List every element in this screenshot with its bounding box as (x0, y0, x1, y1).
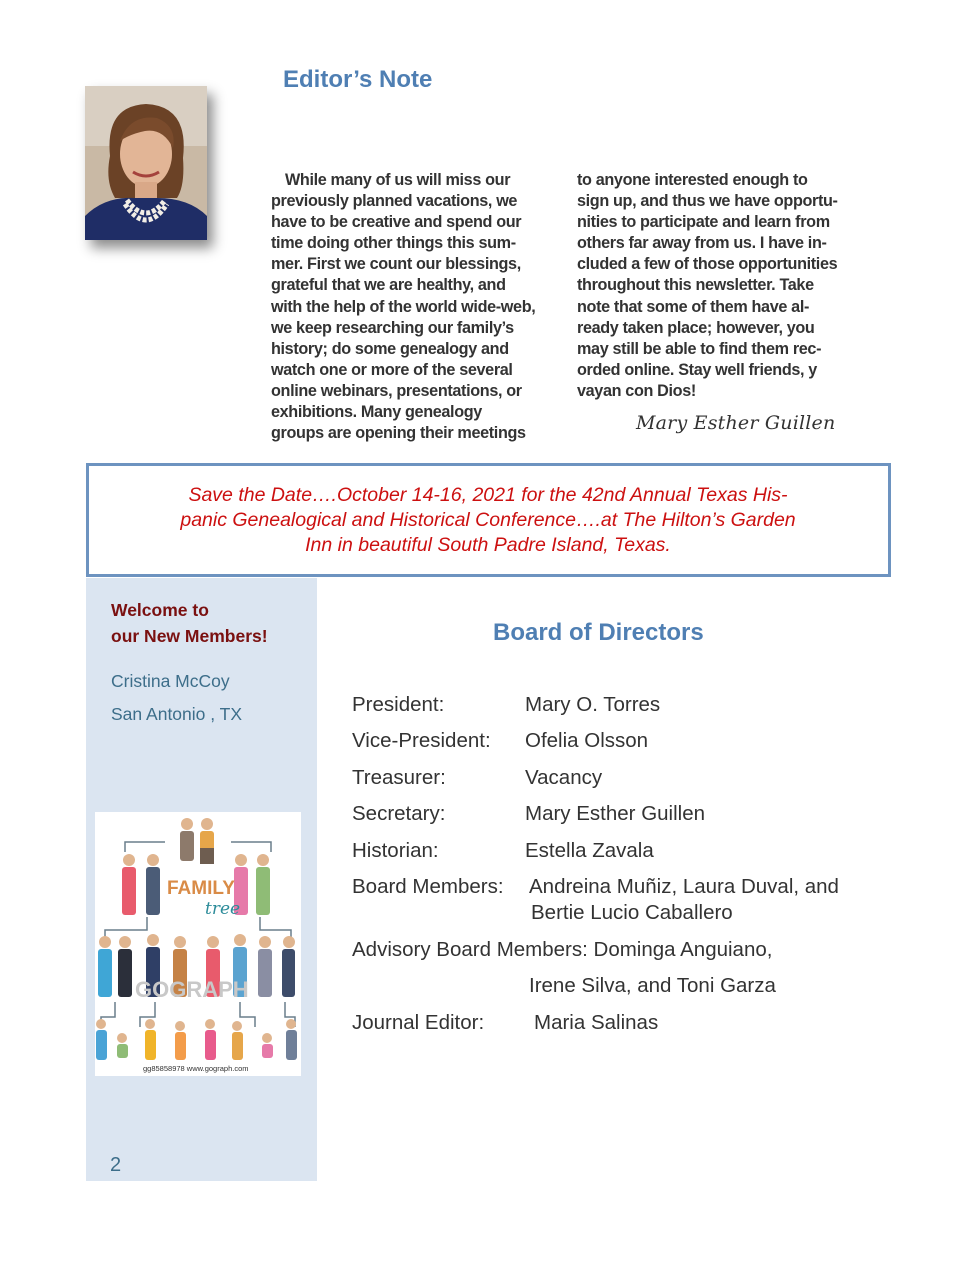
advisory-board-line-1: Advisory Board Members: Dominga Anguiano, (352, 938, 773, 961)
board-role-label: Vice-President: (352, 729, 491, 752)
text-line: cluded a few of those opportunities (577, 255, 838, 274)
board-members-continued: Bertie Lucio Caballero (531, 901, 733, 924)
text-line: online webinars, presentations, or (271, 381, 522, 400)
tree-watermark: GOGRAPH (135, 977, 249, 1002)
text-line: nities to participate and learn from (577, 213, 830, 232)
editor-note-title: Editor’s Note (283, 66, 433, 93)
text-line: grateful that we are healthy, and (271, 276, 506, 295)
board-member-name: Andreina Muñiz, Laura Duval, and (529, 875, 839, 898)
text-line: have to be creative and spend our (271, 213, 522, 232)
text-line: sign up, and thus we have opportu- (577, 192, 838, 211)
board-member-name: Ofelia Olsson (525, 729, 649, 752)
text-line: with the help of the world wide-web, (271, 297, 536, 316)
text-line: we keep researching our family’s (271, 318, 514, 337)
portrait-illustration (85, 86, 207, 240)
new-member-city: San Antonio , TX (111, 704, 243, 724)
board-member-name: Vacancy (525, 766, 603, 789)
editor-note-column-1 (271, 170, 561, 444)
text-line: groups are opening their meetings (271, 424, 526, 443)
board-role-label: President: (352, 693, 445, 716)
family-tree-illustration (95, 812, 301, 1076)
text-line: throughout this newsletter. Take (577, 276, 814, 295)
tree-title-family: FAMILY (167, 878, 235, 899)
tree-image-credit: gg85858978 www.gograph.com (143, 1064, 249, 1073)
advisory-board-line-2: Irene Silva, and Toni Garza (529, 974, 776, 997)
board-role-label: Historian: (352, 839, 439, 862)
text-line: previously planned vacations, we (271, 192, 518, 211)
new-member-name: Cristina McCoy (111, 671, 230, 691)
board-member-name: Mary O. Torres (525, 693, 661, 716)
editor-note-column-2 (577, 170, 867, 402)
editor-signature: Mary Esther Guillen (636, 412, 836, 434)
text-line: history; do some genealogy and (271, 339, 509, 358)
board-of-directors-title: Board of Directors (493, 619, 704, 646)
text-line: others far away from us. I have in- (577, 234, 827, 253)
board-role-label: Board Members: (352, 875, 504, 898)
text-line: vayan con Dios! (577, 381, 696, 400)
board-member-name: Maria Salinas (534, 1011, 659, 1034)
board-role-label: Treasurer: (352, 766, 446, 789)
welcome-line: our New Members! (111, 626, 268, 646)
board-member-name: Mary Esther Guillen (525, 802, 706, 825)
text-line: exhibitions. Many genealogy (271, 403, 482, 422)
text-line: time doing other things this sum- (271, 234, 516, 253)
text-line: to anyone interested enough to (577, 171, 808, 189)
page-number: 2 (110, 1154, 122, 1176)
text-line: watch one or more of the several (271, 360, 513, 379)
text-line: While many of us will miss our (285, 171, 511, 189)
text-line: ready taken place; however, you (577, 318, 815, 337)
text-line: orded online. Stay well friends, y (577, 360, 817, 379)
board-role-label: Secretary: (352, 802, 446, 825)
welcome-line: Welcome to (111, 600, 209, 620)
text-line: may still be able to find them rec- (577, 339, 822, 358)
save-the-date-text (90, 483, 886, 558)
save-the-date-line: Save the Date….October 14-16, 2021 for the 42nd Annual Texas His- (188, 484, 788, 506)
board-role-label: Journal Editor: (352, 1011, 485, 1034)
family-tree-image (95, 812, 301, 1076)
save-the-date-line: panic Genealogical and Historical Conference….at The Hilton’s Garden (180, 509, 796, 531)
tree-title-tree: tree (205, 899, 241, 919)
text-line: note that some of them have al- (577, 297, 810, 316)
welcome-heading (111, 597, 268, 649)
text-line: mer. First we count our blessings, (271, 255, 521, 274)
editor-portrait-photo (85, 86, 207, 240)
save-the-date-line: Inn in beautiful South Padre Island, Texas. (305, 534, 671, 556)
board-member-name: Estella Zavala (525, 839, 654, 862)
